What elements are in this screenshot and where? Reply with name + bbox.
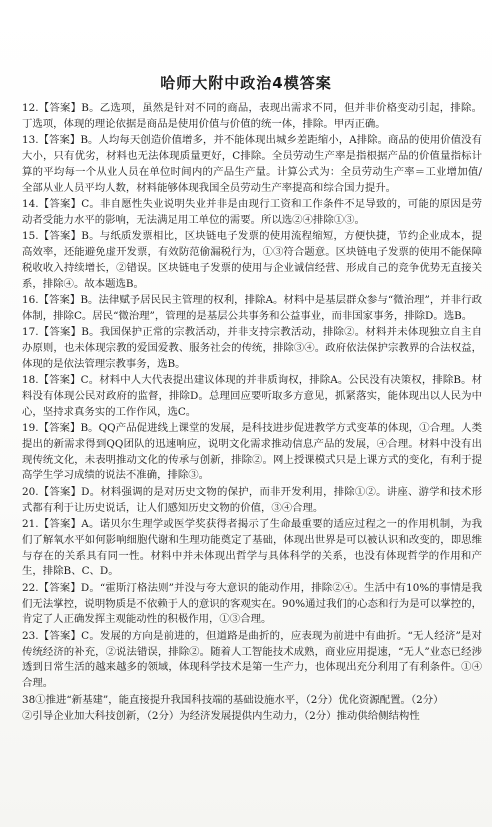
answer-paragraph-14: 14.【答案】C。非自愿性失业说明失业并非是由现行工资和工作条件不足导致的，可能的原因是劳动者受能力水平的影响，无法满足用工单位的需要。所以选②④排除①③。	[22, 197, 482, 226]
answer-paragraph-22: 22.【答案】D。“霍斯汀格法则”并没与夸大意识的能动作用，排除②④。生活中有10%的事情是我们无法掌控，说明物质是不依赖于人的意识的客观实在。90%通过我们的心态和行为是可以掌控的，肯定了人正确发挥主观能动性的积极作用，①③合理。	[22, 581, 482, 626]
answer-paragraph-38-point-2: ②引导企业加大科技创新，（2分）为经济发展提供内生动力，（2分）推动供给侧结构性	[22, 710, 420, 722]
answer-paragraph-15: 15.【答案】B。与纸质发票相比，区块链电子发票的使用流程缩短，方便快捷，节约企业成本，提高效率，还能避免虚开发票，有效防范偷漏税行为，①③符合题意。区块链电子发票的使用不能保障税收收入持续增长，②错误。区块链电子发票的使用与企业诚信经营、形成自己的竞争优势无直接关系，排除④。故本题选B。	[22, 230, 482, 290]
answer-paragraph-19: 19.【答案】B。QQ产品促进线上课堂的发展，是科技进步促进教学方式变革的体现，①合理。人类提出的新需求得到QQ团队的迅速响应，说明文化需求推动信息产品的发展，④合理。材料中没有出现传统文化，未表明推动文化的传承与创新，排除②。网上授课模式只是上课方式的变化，有利于提高学生学习成绩的说法不准确，排除③。	[22, 422, 482, 482]
answer-paragraph-38-point-1: 38①推进“新基建”，能直接提升我国科技端的基础设施水平，（2分）优化资源配置。（2分）	[22, 693, 444, 706]
top-margin	[0, 0, 492, 72]
answer-paragraph-18: 18.【答案】C。材料中人大代表提出建议体现的并非质询权，排除A。公民没有决策权，排除B。材料没有体现公民对政府的监督，排除D。总理回应要听取多方意见，抓紧落实，能体现出以人民为中心，坚持求真务实的工作作风，选C。	[22, 374, 482, 418]
answer-paragraph-23: 23.【答案】C。发展的方向是前进的，但道路是曲折的，应表现为前进中有曲折。“无人经济”是对传统经济的补充，②说法错误，排除②。随着人工智能技术成熟，商业应用提速，“无人”业态已经涉透到日常生活的越来越多的领域，体现科学技术是第一生产力，也体现出充分利用了有利条件。①④合理。	[22, 629, 482, 690]
answer-paragraph-17: 17.【答案】B。我国保护正常的宗教活动，并非支持宗教活动，排除②。材料并未体现独立自主自办原则，也未体现宗教的爱国爱教、服务社会的传统，排除③④。政府依法保护宗教界的合法权益，体现的是依法管理宗教事务，选B。	[22, 326, 482, 370]
answer-paragraph-13: 13.【答案】B。人均每天创造价值增多，并不能体现出城乡差距缩小，A排除。商品的使用价值没有大小，只有优劣，材料也无法体现质量更好，C排除。全员劳动生产率是指根据产品的价值量指标计算的平均每一个从业人员在单位时间内的产品生产量。计算公式为：全员劳动生产率＝工业增加值/全部从业人员平均人数，材料能够体现我国全员劳动生产率提高和综合国力提升。	[22, 134, 482, 194]
answer-paragraph-12: 12.【答案】B。乙选项，虽然是针对不同的商品，表现出需求不同，但并非价格变动引起，排除。丁选项，体现的理论依据是商品是使用价值与价值的统一体，排除。甲丙正确。	[22, 102, 482, 130]
document-title: 哈师大附中政治4模答案	[160, 74, 332, 92]
answer-body	[0, 101, 492, 725]
answer-paragraph-16: 16.【答案】B。法律赋予居民民主管理的权利，排除A。材料中是基层群众参与“微治理”，并非行政体制，排除C。居民“微治理”，管理的是基层公共事务和公益事业，而非国家事务，排除D。选B。	[22, 293, 482, 322]
answer-paragraph-21: 21.【答案】A。诺贝尔生理学或医学奖获得者揭示了生命最重要的适应过程之一的作用机制，为我们了解氧水平如何影响细胞代谢和生理功能奠定了基础，体现出世界是可以被认识和改变的，即思维与存在的关系具有同一性。材料中并未体现出哲学与具体科学的关系，也没有体现哲学的作用和产生，排除B、C、D。	[22, 518, 482, 578]
answer-paragraph-20: 20.【答案】D。材料强调的是对历史文物的保护，而非开发利用，排除①②。讲座、游学和技术形式都有利于让历史说话，让人们感知历史文物的价值，③④合理。	[22, 485, 482, 514]
